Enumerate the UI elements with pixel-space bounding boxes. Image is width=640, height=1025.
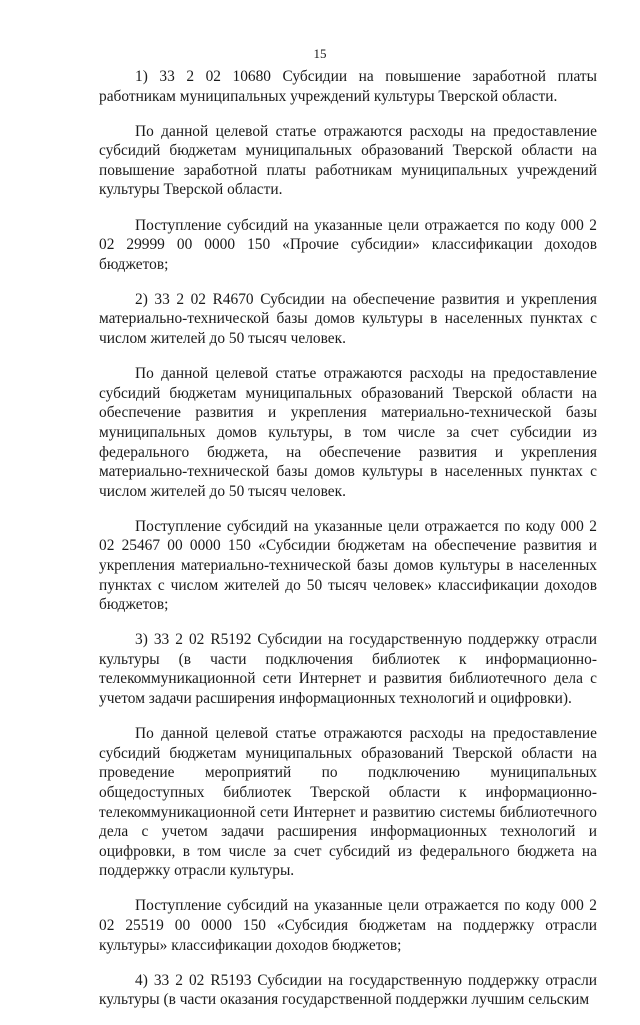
paragraph-item-2: 2) 33 2 02 R4670 Субсидии на обеспечение развития и укрепления материально-технической базы домов культуры в населенных пунктах с числом жителей до 50 тысяч человек. <box>99 290 597 348</box>
document-body <box>99 67 597 1025</box>
paragraph-item-1-description: По данной целевой статье отражаются расходы на предоставление субсидий бюджетам муниципальных образований Тверской области на повышение заработной платы работникам муниципальных учреждений культуры Тверской области. <box>99 122 597 199</box>
paragraph-item-4: 4) 33 2 02 R5193 Субсидии на государственную поддержку отрасли культуры (в части оказания государственной поддержки лучшим сельским <box>99 971 597 1009</box>
paragraph-item-1: 1) 33 2 02 10680 Субсидии на повышение заработной платы работникам муниципальных учреждений культуры Тверской области. <box>99 68 597 105</box>
paragraph-item-3-revenue-code: Поступление субсидий на указанные цели отражается по коду 000 2 02 25519 00 0000 150 «Субсидия бюджетам на поддержку отрасли культуры» классификации доходов бюджетов; <box>99 897 597 954</box>
paragraph-item-3-description: По данной целевой статье отражаются расходы на предоставление субсидий бюджетам муниципальных образований Тверской области на проведение мероприятий по подключению муниципальных общедоступных библиотек Тверской области к информационно-телекоммуникационной сети Интернет и развитию системы библиотечного дела с учетом задачи расширения информационных технологий и оцифровки, в том числе за счет субсидий из федерального бюджета на поддержку отрасли культуры. <box>99 725 597 880</box>
paragraph-item-1-revenue-code: Поступление субсидий на указанные цели отражается по коду 000 2 02 29999 00 0000 150 «Прочие субсидии» классификации доходов бюджетов; <box>99 216 597 273</box>
paragraph-item-2-description: По данной целевой статье отражаются расходы на предоставление субсидий бюджетам муниципальных образований Тверской области на обеспечение развития и укрепления материально-технической базы муниципальных домов культуры, в том числе за счет субсидии из федерального бюджета, на обеспечение развития и укрепления материально-технической базы домов культуры в населенных пунктах с числом жителей до 50 тысяч человек. <box>99 365 597 500</box>
paragraph-item-3: 3) 33 2 02 R5192 Субсидии на государственную поддержку отрасли культуры (в части подключения библиотек к информационно-телекоммуникационной сети Интернет и развития библиотечного дела с учетом задачи расширения информационных технологий и оцифровки). <box>99 631 597 708</box>
page-number: 15 <box>313 46 327 61</box>
paragraph-item-2-revenue-code: Поступление субсидий на указанные цели отражается по коду 000 2 02 25467 00 0000 150 «Субсидии бюджетам на обеспечение развития и укрепления материально-технической базы домов культуры в населенных пунктах с числом жителей до 50 тысяч человек» классификации доходов бюджетов; <box>99 517 597 614</box>
